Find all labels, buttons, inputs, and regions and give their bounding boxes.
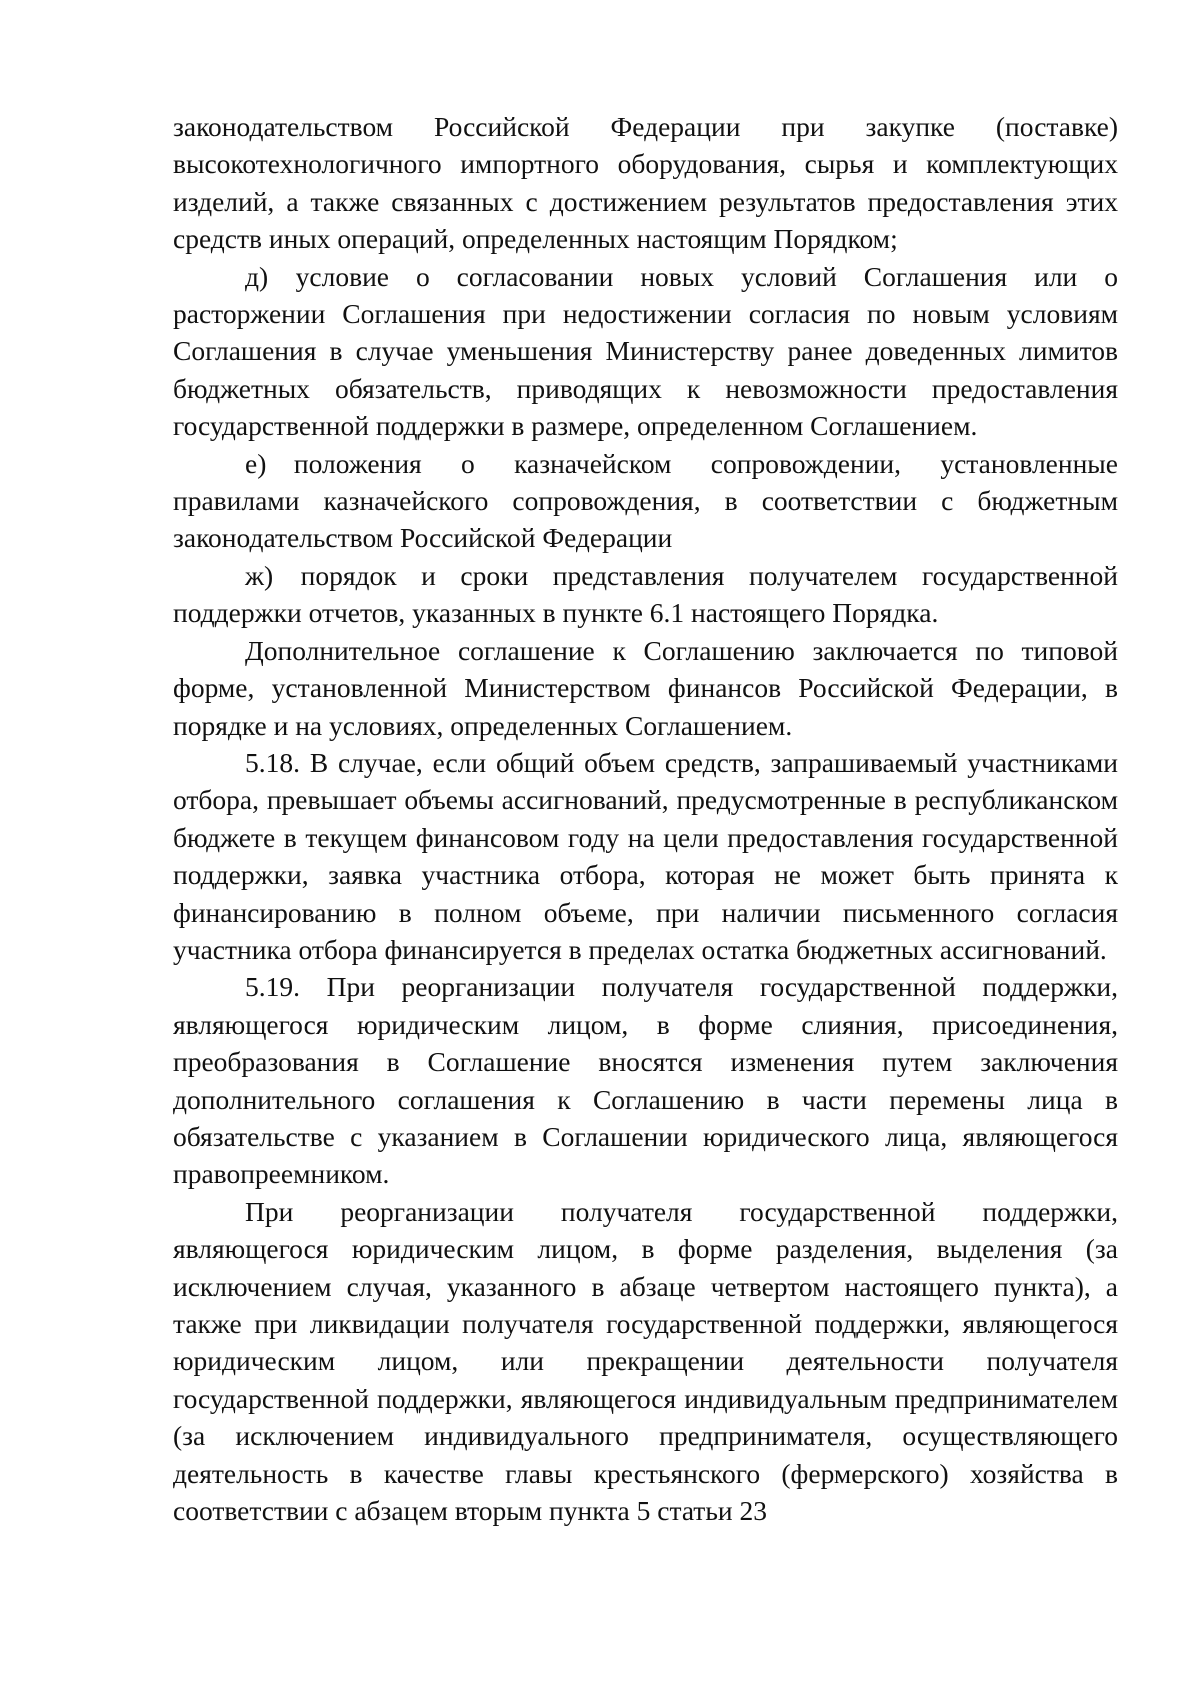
paragraph-item-zh: ж) порядок и сроки представления получателем государственной поддержки отчетов, указанных в пункте 6.1 настоящего Порядка. (173, 559, 1118, 629)
document-body (173, 108, 1118, 1529)
paragraph-reorganization: При реорганизации получателя государственной поддержки, являющегося юридическим лицом, в форме разделения, выделения (за исключением случая, указанного в абзаце четвертом настоящего пункта), а также при ликвидации получателя государственной поддержки, являющегося юридическим лицом, или прекращении деятельности получателя государственной поддержки, являющегося индивидуальным предпринимателем (за исключением индивидуального предпринимателя, осуществляющего деятельность в качестве главы крестьянского (фермерского) хозяйства в соответствии с абзацем вторым пункта 5 статьи 23 (173, 1195, 1118, 1527)
paragraph-item-d: д) условие о согласовании новых условий Соглашения или о расторжении Соглашения при недостижении согласия по новым условиям Соглашения в случае уменьшения Министерству ранее доведенных лимитов бюджетных обязательств, приводящих к невозможности предоставления государственной поддержки в размере, определенном Соглашением. (173, 260, 1118, 442)
paragraph-5-19: 5.19. При реорганизации получателя государственной поддержки, являющегося юридическим лицом, в форме слияния, присоединения, преобразования в Соглашение вносятся изменения путем заключения дополнительного соглашения к Соглашению в части перемены лица в обязательстве с указанием в Соглашении юридического лица, являющегося правопреемником. (173, 971, 1118, 1190)
paragraph-continuation: законодательством Российской Федерации при закупке (поставке) высокотехнологичного импортного оборудования, сырья и комплектующих изделий, а также связанных с достижением результатов предоставления этих средств иных операций, определенных настоящим Порядком; (173, 111, 1118, 255)
paragraph-5-18: 5.18. В случае, если общий объем средств, запрашиваемый участниками отбора, превышает объемы ассигнований, предусмотренные в республиканском бюджете в текущем финансовом году на цели предоставления государственной поддержки, заявка участника отбора, которая не может быть принята к финансированию в полном объеме, при наличии письменного согласия участника отбора финансируется в пределах остатка бюджетных ассигнований. (173, 746, 1118, 965)
paragraph-additional-agreement: Дополнительное соглашение к Соглашению заключается по типовой форме, установленной Министерством финансов Российской Федерации, в порядке и на условиях, определенных Соглашением. (173, 634, 1118, 741)
paragraph-item-e: е) положения о казначейском сопровождении, установленные правилами казначейского сопровождения, в соответствии с бюджетным законодательством Российской Федерации (173, 447, 1118, 554)
